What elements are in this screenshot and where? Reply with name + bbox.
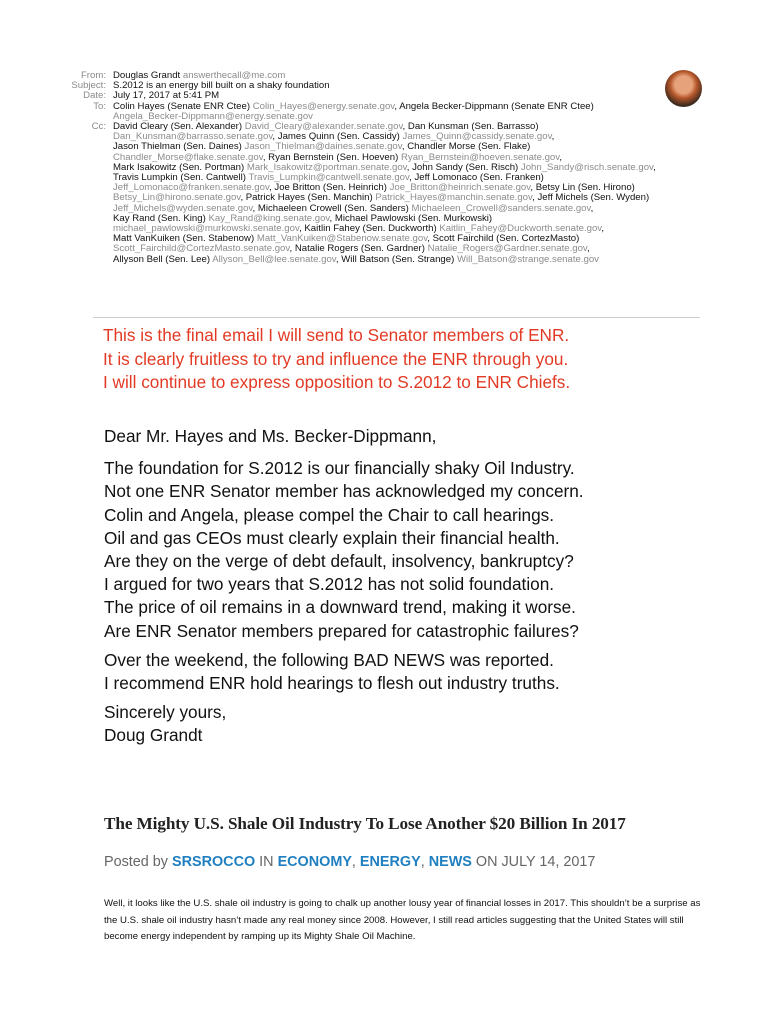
cc-recipient-email[interactable]: Will_Batson@strange.senate.gov <box>456 253 599 265</box>
cc-recipient-email[interactable]: Allyson_Bell@lee.senate.gov <box>212 253 336 265</box>
cc-separator: , <box>653 161 656 173</box>
notice-line: It is clearly fruitless to try and influence the ENR through you. <box>103 348 569 369</box>
cc-recipient-name[interactable]: Jason Thielman (Sen. Daines) <box>113 141 242 153</box>
cc-recipient-name[interactable]: John Sandy (Sen. Risch) <box>412 161 519 173</box>
cc-recipient-name[interactable]: Dan Kunsman (Sen. Barrasso) <box>407 121 539 133</box>
cc-separator: , <box>269 182 272 194</box>
cc-recipient-email[interactable]: Betsy_Lin@hirono.senate.gov <box>113 192 241 204</box>
cc-recipient-name[interactable]: Allyson Bell (Sen. Lee) <box>113 253 211 265</box>
to-separator: , <box>394 100 398 112</box>
post-date: ON JULY 14, 2017 <box>475 854 596 870</box>
in-label: IN <box>259 854 274 870</box>
cc-label-spacer <box>0 193 113 203</box>
notice-line: I will continue to express opposition to S.2012 to ENR Chiefs. <box>103 372 571 392</box>
cc-recipient-name[interactable]: Travis Lumpkin (Sen. Cantwell) <box>113 172 246 184</box>
cc-recipient-email[interactable]: Dan_Kunsman@barrasso.senate.gov <box>113 131 273 143</box>
closing: Sincerely yours, <box>104 702 227 723</box>
category-separator: , <box>351 854 356 870</box>
cc-separator: , <box>590 202 594 214</box>
category-energy-link[interactable]: ENERGY <box>359 854 421 870</box>
cc-separator: , <box>427 233 430 245</box>
cc-recipient-email[interactable]: michael_pawlowski@murkowski.senate.gov <box>113 223 300 235</box>
cc-recipient-name[interactable]: Patrick Hayes (Sen. Manchin) <box>245 192 373 204</box>
cc-label-spacer <box>0 183 113 193</box>
body-line: The price of oil remains in a downward trend, making it worse. <box>104 597 576 618</box>
header-divider <box>93 317 700 318</box>
body-line: Colin and Angela, please compel the Chair to call hearings. <box>104 504 555 525</box>
cc-recipient-email[interactable]: Natalie_Rogers@Gardner.senate.gov <box>427 243 588 255</box>
to-label: To: <box>93 100 106 112</box>
sender-email[interactable]: answerthecall@me.com <box>182 70 286 81</box>
signature: Doug Grandt <box>104 725 203 746</box>
body-line: Over the weekend, the following BAD NEWS was reported. <box>104 649 554 670</box>
cc-separator: , <box>532 192 535 204</box>
cc-separator: , <box>551 131 555 143</box>
cc-recipient-email[interactable]: Kay_Rand@king.senate.gov <box>208 212 330 224</box>
cc-recipient-name[interactable]: Kay Rand (Sen. King) <box>113 212 206 224</box>
cc-recipient-name[interactable]: Natalie Rogers (Sen. Gardner) <box>294 243 425 255</box>
cc-separator: , <box>587 243 590 255</box>
cc-recipient-email[interactable]: Patrick_Hayes@manchin.senate.gov <box>375 192 533 204</box>
cc-recipient-email[interactable]: Jason_Thielman@daines.senate.gov <box>244 141 402 153</box>
cc-separator: , <box>402 121 406 133</box>
cc-recipient-email[interactable]: Joe_Britton@heinrich.senate.gov <box>389 182 531 194</box>
cc-recipient-email[interactable]: Kaitlin_Fahey@Duckworth.senate.gov <box>439 223 602 235</box>
cc-recipient-name[interactable]: Kaitlin Fahey (Sen. Duckworth) <box>304 223 437 235</box>
posted-by-label: Posted by <box>104 854 168 870</box>
body-line: Not one ENR Senator member has acknowledged my concern. <box>104 481 584 502</box>
sender-name[interactable]: Douglas Grandt <box>113 70 181 81</box>
greeting: Dear Mr. Hayes and Ms. Becker-Dippmann, <box>104 426 437 446</box>
cc-label-spacer <box>0 255 113 265</box>
cc-label-spacer <box>0 142 113 152</box>
body-line: I recommend ENR hold hearings to flesh out industry truths. <box>104 673 560 694</box>
cc-recipient-email[interactable]: Ryan_Bernstein@hoeven.senate.gov <box>400 151 560 163</box>
cc-label-spacer <box>0 173 113 183</box>
cc-recipient-name[interactable]: David Cleary (Sen. Alexander) <box>113 121 243 133</box>
cc-separator: , <box>335 253 339 265</box>
cc-recipient-email[interactable]: Jeff_Michels@wyden.senate.gov <box>113 202 253 214</box>
cc-separator: , <box>329 212 333 224</box>
body-line: Are ENR Senator members prepared for catastrophic failures? <box>104 620 579 641</box>
category-separator: , <box>420 854 425 870</box>
cc-separator: , <box>272 131 276 143</box>
cc-separator: , <box>406 161 410 173</box>
cc-recipient-name[interactable]: Jeff Lomonaco (Sen. Franken) <box>414 172 544 184</box>
subject-label: Subject: <box>71 80 106 92</box>
cc-label-spacer <box>0 163 113 173</box>
cc-separator: , <box>240 192 244 204</box>
cc-label-spacer <box>0 214 113 224</box>
cc-label-spacer <box>0 132 113 142</box>
email-header <box>0 71 768 265</box>
cc-separator: , <box>262 151 266 163</box>
body-line: The foundation for S.2012 is our financially shaky Oil Industry. <box>104 458 575 479</box>
cc-separator: , <box>559 151 563 163</box>
cc-recipient-name[interactable]: Ryan Bernstein (Sen. Hoeven) <box>268 151 399 163</box>
cc-separator: , <box>252 202 256 214</box>
from-label: From: <box>80 70 106 81</box>
cc-recipient-name[interactable]: James Quinn (Sen. Cassidy) <box>277 131 400 143</box>
cc-row <box>0 255 768 265</box>
category-news-link[interactable]: NEWS <box>428 854 472 870</box>
cc-recipient-name[interactable]: Scott Fairchild (Sen. CortezMasto) <box>432 233 580 245</box>
cc-recipient-email[interactable]: David_Cleary@alexander.senate.gov <box>244 121 403 133</box>
sender-avatar[interactable] <box>665 70 702 107</box>
to-recipient-name[interactable]: Colin Hayes (Senate ENR Ctee) <box>113 100 251 112</box>
cc-recipient-email[interactable]: John_Sandy@risch.senate.gov <box>520 161 654 173</box>
author-link[interactable]: SRSROCCO <box>172 854 256 870</box>
body-line: Oil and gas CEOs must clearly explain their financial health. <box>104 527 560 548</box>
cc-recipient-name[interactable]: Mark Isakowitz (Sen. Portman) <box>113 161 245 173</box>
cc-recipient-email[interactable]: Chandler_Morse@flake.senate.gov <box>113 151 263 163</box>
to-recipient-email[interactable]: Angela_Becker-Dippmann@energy.senate.gov <box>113 110 313 122</box>
cc-recipient-name[interactable]: Michael Pawlowski (Sen. Murkowski) <box>334 212 493 224</box>
article-byline <box>104 854 595 870</box>
cc-label-spacer <box>0 153 113 163</box>
cc-recipient-email[interactable]: Michaeleen_Crowell@sanders.senate.gov <box>411 202 591 214</box>
cc-separator: , <box>530 182 534 194</box>
to-recipient-email[interactable]: Colin_Hayes@energy.senate.gov <box>252 100 395 112</box>
cc-recipient-name[interactable]: Jeff Michels (Sen. Wyden) <box>537 192 650 204</box>
to-recipient-name[interactable]: Angela Becker-Dippmann (Senate ENR Ctee) <box>399 100 594 112</box>
subject-value: S.2012 is an energy bill built on a shaky foundation <box>113 80 330 92</box>
date-label: Date: <box>83 90 106 102</box>
cc-label-spacer <box>0 244 113 254</box>
cc-label-spacer <box>0 204 113 214</box>
body-line: I argued for two years that S.2012 has not solid foundation. <box>104 574 555 595</box>
cc-separator: , <box>401 141 405 153</box>
cc-separator: , <box>289 243 293 255</box>
cc-recipient-email[interactable]: Matt_VanKuiken@Stabenow.senate.gov <box>256 233 428 245</box>
cc-separator: , <box>299 223 302 235</box>
cc-recipient-email[interactable]: Mark_Isakowitz@portman.senate.gov <box>246 161 407 173</box>
cc-recipient-email[interactable]: Travis_Lumpkin@cantwell.senate.gov <box>248 172 410 184</box>
cc-recipient-email[interactable]: Scott_Fairchild@CortezMasto.senate.gov <box>113 243 290 255</box>
cc-recipient-name[interactable]: Chandler Morse (Sen. Flake) <box>407 141 531 153</box>
article-excerpt: Well, it looks like the U.S. shale oil industry is going to chalk up another lousy year of financial losses in 2017. This shouldn’t be a surprise as the U.S. shale oil industry hasn’t made any real money since 2008. However, I still read articles suggesting that the United States will still become energy independent by ramping up its Mighty Shale Oil Machine. <box>104 898 701 942</box>
cc-recipient-name[interactable]: Betsy Lin (Sen. Hirono) <box>535 182 635 194</box>
cc-recipient-email[interactable]: Jeff_Lomonaco@franken.senate.gov <box>113 182 270 194</box>
cc-label-spacer <box>0 224 113 234</box>
date-value: July 17, 2017 at 5:41 PM <box>113 90 220 102</box>
cc-recipient-name[interactable]: Michaeleen Crowell (Sen. Sanders) <box>257 202 409 214</box>
category-economy-link[interactable]: ECONOMY <box>277 854 352 870</box>
cc-label: Cc: <box>91 121 106 133</box>
body-line: Are they on the verge of debt default, insolvency, bankruptcy? <box>104 551 574 572</box>
cc-label-spacer <box>0 234 113 244</box>
cc-block <box>0 122 768 265</box>
cc-separator: , <box>409 172 412 184</box>
cc-separator: , <box>601 223 605 235</box>
cc-recipient-name[interactable]: Will Batson (Sen. Strange) <box>341 253 455 265</box>
cc-recipient-name[interactable]: Matt VanKuiken (Sen. Stabenow) <box>113 233 255 245</box>
notice-line: This is the final email I will send to Senator members of ENR. <box>103 325 570 345</box>
article-title[interactable]: The Mighty U.S. Shale Oil Industry To Lose Another $20 Billion In 2017 <box>104 814 626 833</box>
email-body <box>104 425 584 748</box>
cc-recipient-email[interactable]: James_Quinn@cassidy.senate.gov <box>402 131 552 143</box>
cc-recipient-name[interactable]: Joe Britton (Sen. Heinrich) <box>274 182 387 194</box>
final-notice <box>103 324 570 395</box>
